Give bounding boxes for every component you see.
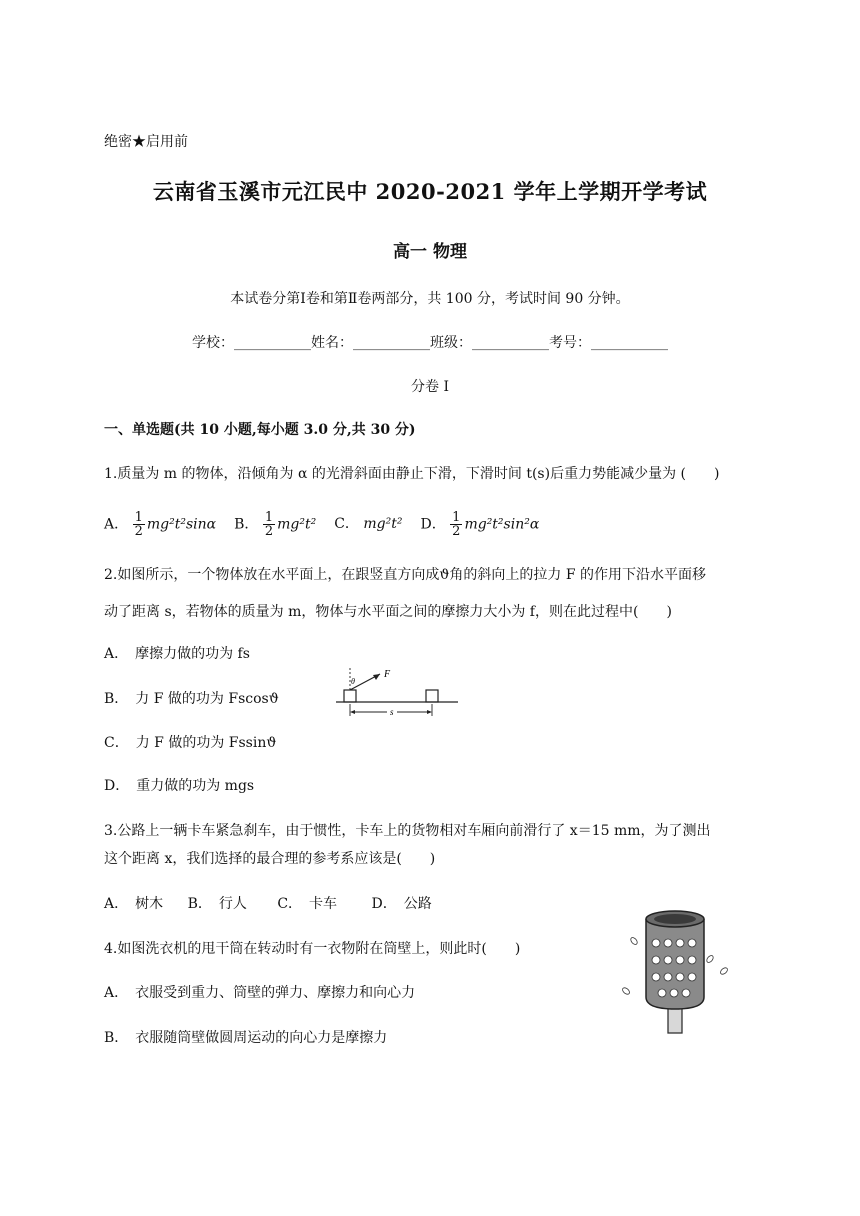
question-4-stem: 4.如图洗衣机的甩干筒在转动时有一衣物附在筒壁上，则此时( )	[104, 941, 521, 957]
q4-option-a: A． 衣服受到重力、筒壁的弹力、摩擦力和向心力	[104, 985, 416, 1001]
exam-intro: 本试卷分第Ⅰ卷和第Ⅱ卷两部分，共 100 分，考试时间 90 分钟。	[230, 291, 630, 307]
question-3-stem-line2: 这个距离 x，我们选择的最合理的参考系应该是( )	[104, 851, 436, 867]
student-info-line: 学校：___________姓名：___________班级：___________考号：___________	[192, 335, 668, 351]
q1-option-c	[334, 515, 402, 533]
q3-option-b: B． 行人	[187, 896, 247, 912]
option-label: B．	[234, 516, 259, 532]
force-diagram	[332, 664, 462, 724]
fraction: $\frac{1}{2}$	[264, 509, 274, 539]
option-expression: mg²t²	[277, 516, 317, 532]
drum-opening	[654, 914, 696, 924]
q1-option-a	[104, 511, 216, 538]
distance-arrow-right	[427, 710, 432, 714]
distance-arrow-left	[350, 710, 355, 714]
question-2-stem-line2: 动了距离 s，若物体的质量为 m，物体与水平面之间的摩擦力大小为 f，则在此过程中( )	[104, 604, 672, 620]
block-start	[344, 690, 356, 702]
spin-dryer-illustration	[614, 905, 738, 1040]
distance-label: s	[390, 707, 394, 717]
q2-option-b: B． 力 F 做的功为 Fscosϑ	[104, 691, 279, 707]
fraction: $\frac{1}{2}$	[134, 509, 143, 539]
section-label: 分卷 I	[411, 379, 449, 395]
force-label: F	[384, 669, 391, 680]
fraction: $\frac{1}{2}$	[452, 509, 461, 539]
option-label: D．	[420, 516, 446, 532]
page-subtitle: 高一 物理	[393, 242, 467, 262]
page-title: 云南省玉溪市元江民中 2020-2021 学年上学期开学考试	[152, 179, 708, 204]
question-3-stem-line1: 3.公路上一辆卡车紧急刹车，由于惯性，卡车上的货物相对车厢向前滑行了 x＝15 mm，为了测出	[104, 823, 711, 839]
part1-heading: 一、单选题(共 10 小题,每小题 3.0 分,共 30 分)	[104, 422, 416, 438]
question-1-stem: 1.质量为 m 的物体，沿倾角为 α 的光滑斜面由静止下滑，下滑时间 t(s)后重力势能减少量为 ( )	[104, 466, 720, 482]
q1-option-d	[420, 511, 539, 538]
q1-option-b	[234, 511, 316, 538]
option-expression: mg²t²sin²α	[464, 516, 540, 532]
question-3-options	[104, 895, 450, 913]
block-end	[426, 690, 438, 702]
option-expression: mg²t²sinα	[146, 516, 217, 532]
question-1-options	[104, 504, 557, 544]
question-2-stem-line1: 2.如图所示，一个物体放在水平面上，在跟竖直方向成ϑ角的斜向上的拉力 F 的作用下沿水平面移	[104, 567, 706, 583]
q3-option-d: D． 公路	[371, 896, 432, 912]
q2-option-d: D． 重力做的功为 mgs	[104, 778, 255, 794]
q3-option-a: A． 树木	[104, 896, 164, 912]
secret-label: 绝密★启用前	[104, 134, 188, 150]
option-expression: mg²t²	[363, 516, 403, 532]
q3-option-c: C． 卡车	[277, 896, 338, 912]
option-label: C．	[334, 516, 359, 532]
angle-label: θ	[351, 677, 355, 686]
option-label: A．	[104, 516, 129, 532]
q2-option-c: C． 力 F 做的功为 Fssinϑ	[104, 735, 277, 751]
q4-option-b: B． 衣服随筒壁做圆周运动的向心力是摩擦力	[104, 1030, 388, 1046]
q2-option-a: A． 摩擦力做的功为 fs	[104, 646, 250, 662]
